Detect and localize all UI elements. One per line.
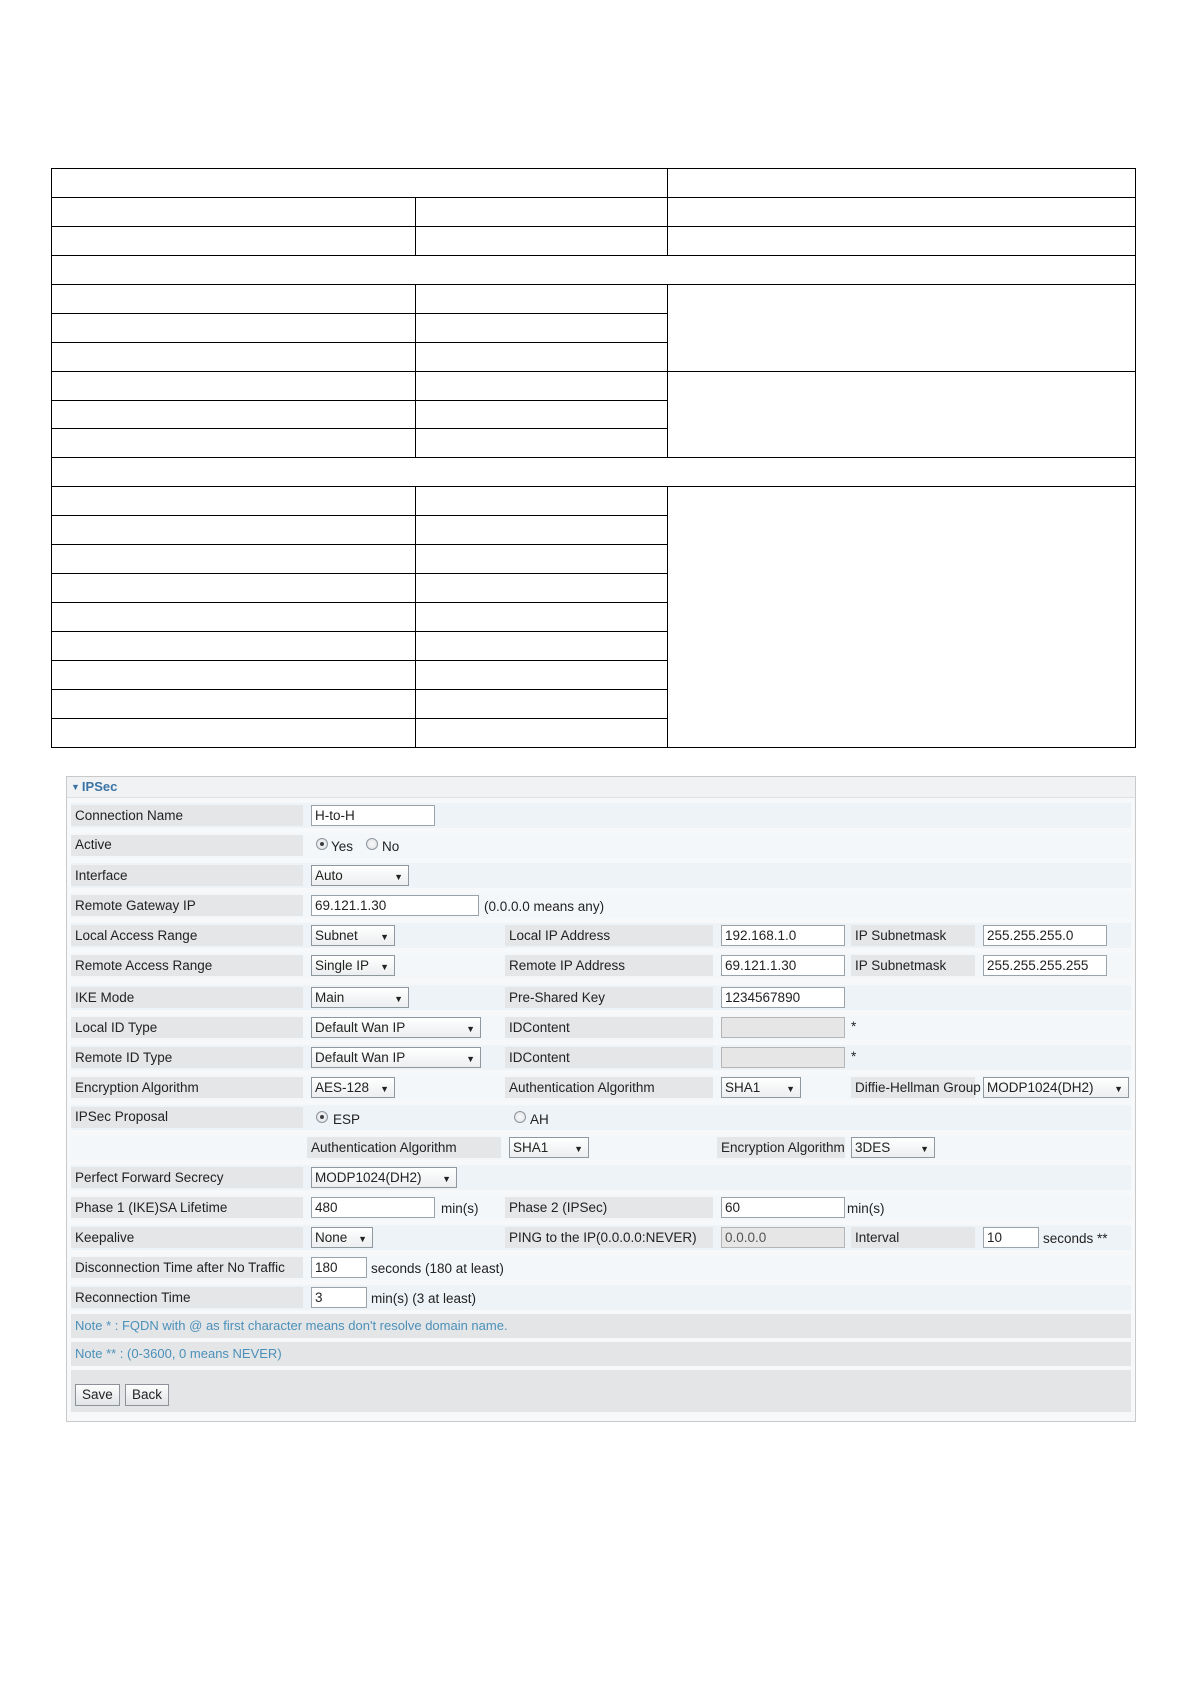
panel-title-text: IPSec: [81, 779, 118, 794]
remote-ip-label: Remote IP Address: [509, 958, 626, 973]
table-row: [52, 458, 1136, 487]
row-phase-lifetime: [71, 1195, 1131, 1220]
pfs-select[interactable]: [311, 1167, 457, 1188]
row-encryption: [71, 1075, 1131, 1100]
ike-mode-value: Main: [315, 990, 345, 1005]
chevron-down-icon: ▼: [920, 1144, 929, 1154]
row-proposal-details: [71, 1135, 1131, 1160]
dh-group-value: MODP1024(DH2): [987, 1080, 1094, 1095]
psk-input[interactable]: 1234567890: [721, 987, 845, 1008]
chevron-down-icon: ▼: [1114, 1084, 1123, 1094]
phase1-label: Phase 1 (IKE)SA Lifetime: [75, 1200, 228, 1215]
keepalive-select[interactable]: [311, 1227, 373, 1248]
esp-auth-label: Authentication Algorithm: [311, 1140, 457, 1155]
dh-group-label: Diffie-Hellman Group: [855, 1080, 981, 1095]
esp-auth-select[interactable]: [509, 1137, 589, 1158]
remote-id-select[interactable]: [311, 1047, 481, 1068]
remote-ip-input[interactable]: 69.121.1.30: [721, 955, 845, 976]
psk-label: Pre-Shared Key: [509, 990, 606, 1005]
disconnection-input[interactable]: 180: [311, 1257, 367, 1278]
chevron-down-icon: ▼: [394, 994, 403, 1004]
row-ipsec-proposal: [71, 1105, 1131, 1130]
interval-input[interactable]: 10: [983, 1227, 1039, 1248]
encryption-label: Encryption Algorithm: [75, 1080, 199, 1095]
chevron-down-icon: ▼: [442, 1174, 451, 1184]
local-access-label: Local Access Range: [75, 928, 198, 943]
ike-mode-select[interactable]: [311, 987, 409, 1008]
esp-encryption-select[interactable]: [851, 1137, 935, 1158]
phase1-input[interactable]: 480: [311, 1197, 435, 1218]
chevron-down-icon: ▼: [466, 1024, 475, 1034]
local-idcontent-mark: *: [851, 1019, 857, 1034]
disconnection-label: Disconnection Time after No Traffic: [75, 1260, 285, 1275]
chevron-down-icon: ▼: [786, 1084, 795, 1094]
esp-auth-value: SHA1: [513, 1140, 549, 1155]
table-row: [52, 197, 1136, 226]
ping-input[interactable]: 0.0.0.0: [721, 1227, 845, 1248]
active-no-radio[interactable]: [366, 838, 378, 850]
local-ip-input[interactable]: 192.168.1.0: [721, 925, 845, 946]
remote-idcontent-input[interactable]: [721, 1047, 845, 1068]
table-row: [52, 371, 1136, 400]
interval-unit: seconds **: [1043, 1231, 1108, 1246]
remote-id-label: Remote ID Type: [75, 1050, 173, 1065]
row-interface: [71, 863, 1131, 888]
local-access-select[interactable]: [311, 925, 395, 946]
table-row: [52, 487, 1136, 516]
local-idcontent-label: IDContent: [509, 1020, 570, 1035]
auth-algorithm-label: Authentication Algorithm: [509, 1080, 655, 1095]
row-pfs: [71, 1165, 1131, 1190]
proposal-ah-label: AH: [530, 1112, 549, 1127]
proposal-esp-radio[interactable]: [316, 1111, 328, 1123]
phase2-unit: min(s): [847, 1201, 885, 1216]
chevron-down-icon: ▼: [380, 962, 389, 972]
chevron-down-icon: ▼: [574, 1144, 583, 1154]
row-local-access: [71, 923, 1131, 948]
remote-gateway-label: Remote Gateway IP: [75, 898, 196, 913]
table-row: [52, 226, 1136, 255]
row-ike-mode: [71, 985, 1131, 1010]
table-row: [52, 169, 1136, 198]
local-subnetmask-input[interactable]: 255.255.255.0: [983, 925, 1107, 946]
local-idcontent-input[interactable]: [721, 1017, 845, 1038]
interface-select[interactable]: [311, 865, 409, 886]
pfs-label: Perfect Forward Secrecy: [75, 1170, 224, 1185]
chevron-down-icon: ▼: [358, 1234, 367, 1244]
row-connection-name: [71, 803, 1131, 828]
local-subnetmask-label: IP Subnetmask: [855, 928, 947, 943]
back-button[interactable]: Back: [125, 1384, 169, 1406]
note-row-fqdn: [71, 1314, 1131, 1338]
remote-subnetmask-label: IP Subnetmask: [855, 958, 947, 973]
connection-name-label: Connection Name: [75, 808, 184, 823]
button-bar: [71, 1370, 1131, 1412]
chevron-down-icon: ▼: [380, 932, 389, 942]
local-ip-label: Local IP Address: [509, 928, 611, 943]
pfs-value: MODP1024(DH2): [315, 1170, 422, 1185]
parameter-table: [51, 168, 1136, 748]
interval-label: Interval: [855, 1230, 900, 1245]
note-interval: Note ** : (0-3600, 0 means NEVER): [75, 1346, 282, 1361]
chevron-down-icon: ▼: [394, 872, 403, 882]
remote-idcontent-label: IDContent: [509, 1050, 570, 1065]
row-reconnection: [71, 1285, 1131, 1310]
remote-gateway-input[interactable]: 69.121.1.30: [311, 895, 479, 916]
remote-gateway-hint: (0.0.0.0 means any): [484, 899, 605, 914]
note-fqdn: Note * : FQDN with @ as first character means don't resolve domain name.: [75, 1318, 508, 1333]
auth-algorithm-select[interactable]: [721, 1077, 801, 1098]
active-no-label: No: [382, 839, 400, 854]
remote-idcontent-mark: *: [851, 1049, 857, 1064]
interface-label: Interface: [75, 868, 128, 883]
remote-access-label: Remote Access Range: [75, 958, 213, 973]
active-yes-label: Yes: [331, 839, 354, 854]
panel-title[interactable]: [71, 779, 117, 794]
active-label: Active: [75, 837, 112, 852]
row-remote-access: [71, 953, 1131, 978]
table-row: [52, 284, 1136, 313]
chevron-down-icon: ▼: [380, 1084, 389, 1094]
phase2-label: Phase 2 (IPSec): [509, 1200, 608, 1215]
active-yes-radio[interactable]: [316, 838, 328, 850]
note-row-interval: [71, 1342, 1131, 1366]
interface-value: Auto: [315, 868, 343, 883]
keepalive-value: None: [315, 1230, 348, 1245]
chevron-down-icon: ▼: [466, 1054, 475, 1064]
row-disconnection: [71, 1255, 1131, 1280]
ipsec-panel: [66, 776, 1136, 1422]
proposal-ah-radio[interactable]: [514, 1111, 526, 1123]
disconnection-unit: seconds (180 at least): [371, 1261, 504, 1276]
connection-name-input[interactable]: H-to-H: [311, 805, 435, 826]
phase2-input[interactable]: 60: [721, 1197, 845, 1218]
phase1-unit: min(s): [441, 1201, 479, 1216]
triangle-down-icon: ▼: [71, 782, 80, 792]
esp-encryption-label: Encryption Algorithm: [721, 1140, 845, 1155]
encryption-value: AES-128: [315, 1080, 370, 1095]
row-remote-id: [71, 1045, 1131, 1070]
esp-encryption-value: 3DES: [855, 1140, 891, 1155]
panel-header[interactable]: [67, 777, 1135, 798]
local-id-label: Local ID Type: [75, 1020, 158, 1035]
encryption-select[interactable]: [311, 1077, 395, 1098]
auth-algorithm-value: SHA1: [725, 1080, 761, 1095]
remote-subnetmask-input[interactable]: 255.255.255.255: [983, 955, 1107, 976]
local-id-value: Default Wan IP: [315, 1020, 406, 1035]
save-button[interactable]: Save: [75, 1384, 120, 1406]
remote-id-value: Default Wan IP: [315, 1050, 406, 1065]
row-active: [71, 833, 1131, 858]
dh-group-select[interactable]: [983, 1077, 1129, 1098]
remote-access-value: Single IP: [315, 958, 370, 973]
ipsec-proposal-label: IPSec Proposal: [75, 1109, 169, 1124]
ping-label: PING to the IP(0.0.0.0:NEVER): [509, 1230, 697, 1245]
row-remote-gateway: [71, 893, 1131, 918]
reconnection-unit: min(s) (3 at least): [371, 1291, 477, 1306]
row-local-id: [71, 1015, 1131, 1040]
remote-access-select[interactable]: [311, 955, 395, 976]
proposal-esp-label: ESP: [333, 1112, 361, 1127]
reconnection-input[interactable]: 3: [311, 1287, 367, 1308]
ike-mode-label: IKE Mode: [75, 990, 135, 1005]
local-access-value: Subnet: [315, 928, 358, 943]
row-keepalive: [71, 1225, 1131, 1250]
table-row: [52, 255, 1136, 284]
keepalive-label: Keepalive: [75, 1230, 135, 1245]
reconnection-label: Reconnection Time: [75, 1290, 191, 1305]
local-id-select[interactable]: [311, 1017, 481, 1038]
